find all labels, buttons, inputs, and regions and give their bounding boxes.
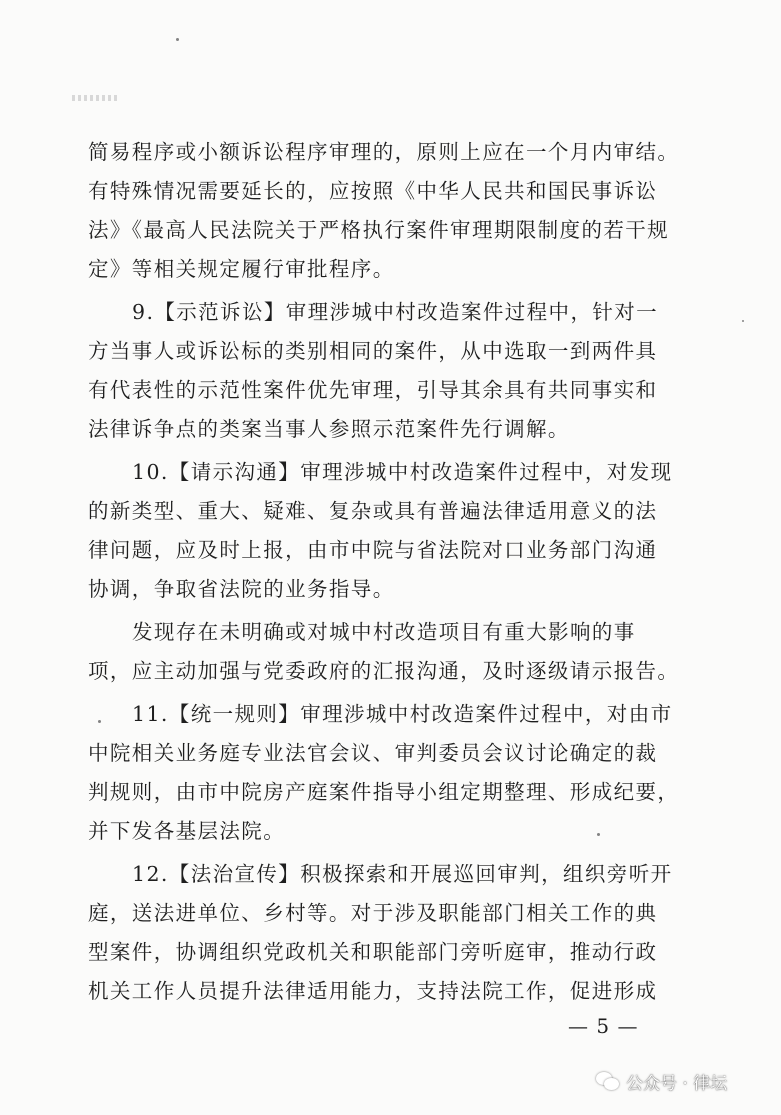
text-line: 判规则，由市中院房产庭案件指导小组定期整理、形成纪要， [88, 780, 680, 804]
text-line: 定》等相关规定履行审批程序。 [88, 257, 395, 281]
text-line: 10.【请示沟通】审理涉城中村改造案件过程中，对发现 [132, 460, 673, 484]
text-line: 型案件，协调组织党政机关和职能部门旁听庭审，推动行政 [88, 940, 658, 964]
scan-artifact [72, 95, 118, 101]
page-number: — 5 — [568, 1014, 639, 1038]
text-line: 法律诉争点的类案当事人参照示范案件先行调解。 [88, 417, 570, 441]
text-line: 有特殊情况需要延长的，应按照《中华人民共和国民事诉讼 [88, 179, 658, 203]
paragraph-9-demonstration-litigation [88, 293, 688, 449]
text-line: 有代表性的示范性案件优先审理，引导其余具有共同事实和 [88, 378, 658, 402]
text-line: 简易程序或小额诉讼程序审理的，原则上应在一个月内审结。 [88, 140, 680, 164]
text-line: 9.【示范诉讼】审理涉城中村改造案件过程中，针对一 [132, 300, 659, 324]
text-line: 方当事人或诉讼标的类别相同的案件，从中选取一到两件具 [88, 339, 658, 363]
text-line: 项，应主动加强与党委政府的汇报沟通，及时逐级请示报告。 [88, 659, 680, 683]
watermark-text: 公众号 · 律坛 [626, 1074, 728, 1094]
paragraph-10-request-communication [88, 453, 688, 609]
text-line: 并下发各基层法院。 [88, 819, 286, 843]
text-line: 协调，争取省法院的业务指导。 [88, 577, 395, 601]
paragraph-11-unified-rules [88, 695, 688, 851]
document-body [88, 133, 688, 1011]
text-line: 11.【统一规则】审理涉城中村改造案件过程中，对由市 [132, 702, 673, 726]
wechat-watermark [596, 1069, 727, 1094]
paragraph-1 [88, 133, 688, 289]
paragraph-report [88, 613, 688, 691]
paragraph-12-legal-publicity [88, 855, 688, 1011]
text-line: 法》《最高人民法院关于严格执行案件审理期限制度的若干规 [88, 218, 670, 242]
wechat-icon [596, 1072, 620, 1092]
text-line: 发现存在未明确或对城中村改造项目有重大影响的事 [132, 620, 636, 644]
scan-speck [742, 320, 744, 322]
text-line: 中院相关业务庭专业法官会议、审判委员会议讨论确定的裁 [88, 741, 658, 765]
text-line: 的新类型、重大、疑难、复杂或具有普遍法律适用意义的法 [88, 499, 658, 523]
text-line: 机关工作人员提升法律适用能力，支持法院工作，促进形成 [88, 979, 658, 1003]
scan-speck [176, 38, 179, 41]
text-line: 庭，送法进单位、乡村等。对于涉及职能部门相关工作的典 [88, 901, 658, 925]
text-line: 12.【法治宣传】积极探索和开展巡回审判，组织旁听开 [132, 862, 673, 886]
text-line: 律问题，应及时上报，由市中院与省法院对口业务部门沟通 [88, 538, 658, 562]
